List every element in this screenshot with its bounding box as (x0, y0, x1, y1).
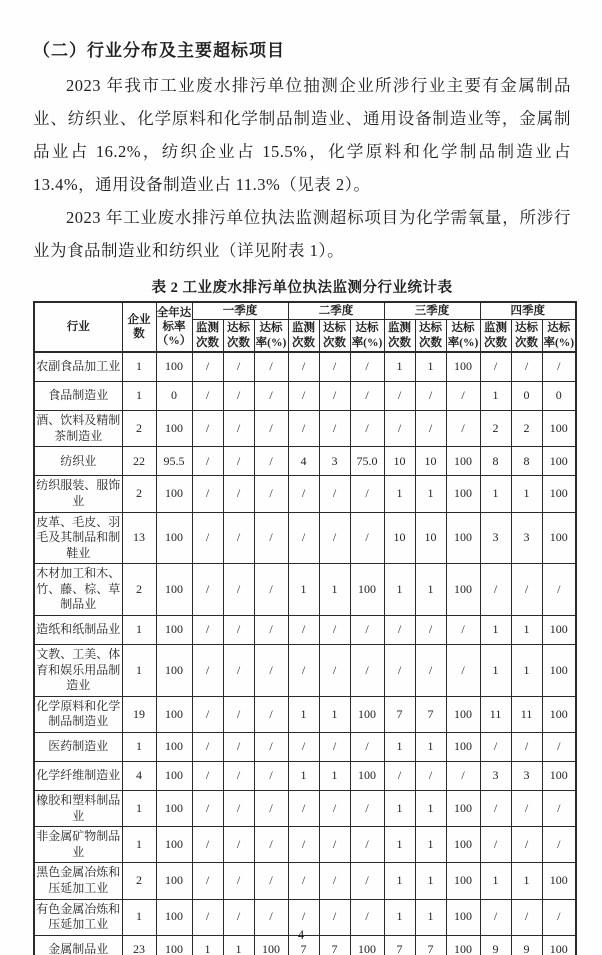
value-cell: 4 (288, 447, 319, 476)
value-cell: 7 (415, 696, 446, 732)
value-cell: 1 (384, 791, 415, 827)
value-cell: / (350, 352, 384, 382)
value-cell: / (192, 863, 223, 899)
value-cell: / (511, 827, 542, 863)
value-cell: 100 (156, 564, 192, 616)
value-cell: / (192, 791, 223, 827)
value-cell: 1 (122, 733, 156, 762)
value-cell: / (254, 352, 288, 382)
table-row (34, 616, 576, 645)
value-cell: / (254, 382, 288, 411)
paragraph-exceedance-items: 2023 年工业废水排污单位执法监测超标项目为化学需氧量，所涉行业为食品制造业和纺织业（详见附表 1）。 (33, 208, 571, 260)
value-cell: / (415, 411, 446, 447)
value-cell: 3 (480, 762, 511, 791)
header-q4-monitor-count: 监测次数 (480, 320, 511, 352)
table-row (34, 476, 576, 512)
value-cell: 23 (122, 935, 156, 955)
table-row (34, 645, 576, 697)
value-cell: 10 (384, 512, 415, 564)
value-cell: / (288, 382, 319, 411)
value-cell: 2 (122, 411, 156, 447)
value-cell: 75.0 (350, 447, 384, 476)
value-cell: / (350, 863, 384, 899)
section-heading: （二）行业分布及主要超标项目 (33, 41, 285, 60)
value-cell: / (288, 352, 319, 382)
value-cell: 10 (384, 447, 415, 476)
value-cell: 1 (122, 899, 156, 935)
value-cell: 100 (156, 696, 192, 732)
header-q3-pass-count: 达标次数 (415, 320, 446, 352)
value-cell: 1 (415, 791, 446, 827)
value-cell: / (223, 791, 254, 827)
value-cell: 10 (415, 447, 446, 476)
value-cell: 1 (415, 564, 446, 616)
value-cell: 7 (415, 935, 446, 955)
value-cell: 1 (192, 935, 223, 955)
value-cell: 1 (415, 352, 446, 382)
industry-cell: 黑色金属冶炼和压延加工业 (34, 863, 122, 899)
value-cell: 9 (511, 935, 542, 955)
value-cell: / (192, 645, 223, 697)
value-cell: / (223, 476, 254, 512)
value-cell: 1 (288, 696, 319, 732)
value-cell: 100 (156, 899, 192, 935)
table-row (34, 352, 576, 382)
industry-cell: 酒、饮料及精制茶制造业 (34, 411, 122, 447)
value-cell: 100 (446, 512, 480, 564)
value-cell: 0 (511, 382, 542, 411)
value-cell: / (511, 352, 542, 382)
value-cell: 1 (384, 352, 415, 382)
statistics-table (33, 301, 577, 955)
value-cell: 100 (156, 791, 192, 827)
header-q4-pass-count: 达标次数 (511, 320, 542, 352)
value-cell: 1 (384, 476, 415, 512)
value-cell: / (254, 762, 288, 791)
value-cell: 100 (350, 762, 384, 791)
value-cell: / (319, 791, 350, 827)
value-cell: / (254, 476, 288, 512)
value-cell: / (319, 352, 350, 382)
value-cell: 1 (319, 564, 350, 616)
value-cell: 1 (122, 827, 156, 863)
value-cell: 1 (415, 899, 446, 935)
header-quarter-1: 一季度 (192, 302, 288, 320)
header-q2-monitor-count: 监测次数 (288, 320, 319, 352)
value-cell: 9 (480, 935, 511, 955)
value-cell: / (254, 564, 288, 616)
value-cell: 100 (156, 935, 192, 955)
value-cell: / (288, 733, 319, 762)
value-cell: / (511, 899, 542, 935)
header-quarter-4: 四季度 (480, 302, 576, 320)
value-cell: / (254, 791, 288, 827)
value-cell: / (223, 899, 254, 935)
value-cell: / (350, 733, 384, 762)
value-cell: / (384, 411, 415, 447)
value-cell: 100 (542, 645, 576, 697)
value-cell: 100 (446, 899, 480, 935)
value-cell: 100 (446, 733, 480, 762)
value-cell: / (254, 512, 288, 564)
table-title: 表 2 工业废水排污单位执法监测分行业统计表 (151, 280, 453, 296)
table-row (34, 791, 576, 827)
value-cell: 100 (446, 863, 480, 899)
value-cell: 1 (415, 733, 446, 762)
industry-cell: 农副食品加工业 (34, 352, 122, 382)
industry-cell: 金属制品业 (34, 935, 122, 955)
value-cell: 100 (254, 935, 288, 955)
header-industry: 行业 (34, 302, 122, 352)
value-cell: 100 (156, 827, 192, 863)
value-cell: 2 (122, 564, 156, 616)
value-cell: / (319, 899, 350, 935)
value-cell: / (223, 382, 254, 411)
header-quarter-2: 二季度 (288, 302, 384, 320)
value-cell: 100 (542, 512, 576, 564)
value-cell: 1 (480, 616, 511, 645)
header-q3-monitor-count: 监测次数 (384, 320, 415, 352)
value-cell: / (542, 352, 576, 382)
value-cell: / (542, 827, 576, 863)
value-cell: 10 (415, 512, 446, 564)
value-cell: 1 (319, 762, 350, 791)
value-cell: 100 (542, 616, 576, 645)
value-cell: / (223, 733, 254, 762)
value-cell: 100 (156, 762, 192, 791)
value-cell: / (350, 616, 384, 645)
value-cell: / (350, 382, 384, 411)
value-cell: / (192, 564, 223, 616)
value-cell: / (192, 616, 223, 645)
value-cell: / (415, 762, 446, 791)
value-cell: 1 (288, 564, 319, 616)
value-cell: / (319, 616, 350, 645)
header-annual-rate: 全年达标率（%） (156, 302, 192, 352)
value-cell: / (288, 791, 319, 827)
value-cell: 1 (122, 352, 156, 382)
value-cell: 11 (511, 696, 542, 732)
value-cell: / (319, 863, 350, 899)
value-cell: / (511, 733, 542, 762)
value-cell: 100 (156, 645, 192, 697)
value-cell: / (480, 733, 511, 762)
value-cell: 3 (319, 447, 350, 476)
value-cell: / (223, 762, 254, 791)
table-row (34, 863, 576, 899)
value-cell: 1 (122, 645, 156, 697)
value-cell: / (223, 411, 254, 447)
value-cell: / (223, 827, 254, 863)
value-cell: / (254, 899, 288, 935)
value-cell: 1 (288, 762, 319, 791)
value-cell: 1 (415, 827, 446, 863)
value-cell: / (254, 447, 288, 476)
industry-cell: 皮革、毛皮、羽毛及其制品和制鞋业 (34, 512, 122, 564)
value-cell: / (319, 476, 350, 512)
value-cell: / (350, 827, 384, 863)
value-cell: 7 (319, 935, 350, 955)
value-cell: 100 (446, 564, 480, 616)
value-cell: / (288, 411, 319, 447)
value-cell: 4 (122, 762, 156, 791)
industry-cell: 化学纤维制造业 (34, 762, 122, 791)
value-cell: / (254, 696, 288, 732)
value-cell: / (223, 696, 254, 732)
value-cell: / (350, 411, 384, 447)
value-cell: / (254, 733, 288, 762)
value-cell: / (480, 564, 511, 616)
header-q1-pass-count: 达标次数 (223, 320, 254, 352)
value-cell: / (288, 512, 319, 564)
industry-cell: 造纸和纸制品业 (34, 616, 122, 645)
value-cell: / (319, 733, 350, 762)
value-cell: 100 (542, 476, 576, 512)
value-cell: / (415, 616, 446, 645)
value-cell: 0 (156, 382, 192, 411)
value-cell: / (288, 827, 319, 863)
value-cell: / (192, 762, 223, 791)
value-cell: 2 (122, 863, 156, 899)
value-cell: 100 (156, 512, 192, 564)
value-cell: 1 (480, 382, 511, 411)
value-cell: / (446, 645, 480, 697)
value-cell: 1 (511, 645, 542, 697)
value-cell: / (384, 762, 415, 791)
header-enterprise-count: 企业数 (122, 302, 156, 352)
value-cell: / (192, 447, 223, 476)
value-cell: 1 (511, 476, 542, 512)
table-row (34, 827, 576, 863)
value-cell: 100 (446, 696, 480, 732)
value-cell: 0 (542, 382, 576, 411)
value-cell: 100 (350, 564, 384, 616)
value-cell: / (319, 382, 350, 411)
industry-cell: 非金属矿物制品业 (34, 827, 122, 863)
value-cell: / (480, 827, 511, 863)
value-cell: 1 (511, 616, 542, 645)
value-cell: / (415, 645, 446, 697)
value-cell: 2 (122, 476, 156, 512)
table-row (34, 762, 576, 791)
value-cell: / (319, 827, 350, 863)
value-cell: / (384, 616, 415, 645)
table-row (34, 411, 576, 447)
value-cell: 2 (511, 411, 542, 447)
industry-cell: 纺织服装、服饰业 (34, 476, 122, 512)
industry-cell: 纺织业 (34, 447, 122, 476)
value-cell: 100 (350, 935, 384, 955)
value-cell: / (350, 899, 384, 935)
value-cell: 100 (542, 935, 576, 955)
value-cell: / (542, 564, 576, 616)
page-number: 4 (297, 928, 305, 942)
industry-cell: 有色金属冶炼和压延加工业 (34, 899, 122, 935)
value-cell: / (319, 512, 350, 564)
value-cell: 100 (446, 476, 480, 512)
industry-cell: 食品制造业 (34, 382, 122, 411)
value-cell: 1 (122, 616, 156, 645)
value-cell: 100 (156, 476, 192, 512)
value-cell: 7 (288, 935, 319, 955)
value-cell: 100 (156, 352, 192, 382)
value-cell: 100 (542, 863, 576, 899)
value-cell: / (350, 645, 384, 697)
value-cell: / (511, 564, 542, 616)
value-cell: 100 (542, 696, 576, 732)
header-q2-pass-rate: 达标率(%) (350, 320, 384, 352)
value-cell: 1 (122, 791, 156, 827)
value-cell: / (192, 476, 223, 512)
value-cell: / (542, 791, 576, 827)
value-cell: 1 (480, 476, 511, 512)
value-cell: / (254, 411, 288, 447)
value-cell: / (384, 645, 415, 697)
value-cell: 19 (122, 696, 156, 732)
value-cell: 95.5 (156, 447, 192, 476)
value-cell: 100 (542, 762, 576, 791)
value-cell: 22 (122, 447, 156, 476)
value-cell: / (192, 352, 223, 382)
value-cell: 100 (446, 827, 480, 863)
value-cell: 1 (415, 476, 446, 512)
value-cell: / (223, 645, 254, 697)
value-cell: 1 (384, 863, 415, 899)
value-cell: / (542, 899, 576, 935)
industry-cell: 橡胶和塑料制品业 (34, 791, 122, 827)
table-row (34, 512, 576, 564)
table-row (34, 696, 576, 732)
value-cell: 1 (415, 863, 446, 899)
value-cell: / (254, 645, 288, 697)
value-cell: / (254, 827, 288, 863)
value-cell: / (223, 863, 254, 899)
value-cell: 3 (511, 512, 542, 564)
header-q1-monitor-count: 监测次数 (192, 320, 223, 352)
value-cell: / (254, 863, 288, 899)
value-cell: / (480, 791, 511, 827)
value-cell: / (446, 411, 480, 447)
value-cell: 100 (156, 863, 192, 899)
value-cell: 100 (156, 616, 192, 645)
value-cell: / (288, 616, 319, 645)
value-cell: / (223, 447, 254, 476)
paragraph-industry-distribution: 2023 年我市工业废水排污单位抽测企业所涉行业主要有金属制品业、纺织业、化学原料和化学制品制造业、通用设备制造业等，金属制品业占 16.2%，纺织企业占 15.5%，化学原料和化学制品制造业占 13.4%，通用设备制造业占 11.3%（见表 2）。 (33, 76, 571, 194)
value-cell: / (192, 411, 223, 447)
industry-cell: 木材加工和木、竹、藤、棕、草制品业 (34, 564, 122, 616)
value-cell: 3 (480, 512, 511, 564)
value-cell: / (192, 827, 223, 863)
table-body (34, 352, 576, 955)
value-cell: 13 (122, 512, 156, 564)
value-cell: 1 (319, 696, 350, 732)
value-cell: 1 (384, 827, 415, 863)
table-row (34, 733, 576, 762)
header-q1-pass-rate: 达标率(%) (254, 320, 288, 352)
value-cell: / (446, 762, 480, 791)
value-cell: / (288, 645, 319, 697)
value-cell: 100 (350, 696, 384, 732)
value-cell: / (480, 352, 511, 382)
value-cell: / (480, 899, 511, 935)
value-cell: / (319, 411, 350, 447)
value-cell: / (511, 791, 542, 827)
value-cell: 100 (446, 791, 480, 827)
value-cell: 100 (446, 447, 480, 476)
value-cell: / (350, 476, 384, 512)
value-cell: / (192, 733, 223, 762)
value-cell: / (288, 899, 319, 935)
value-cell: 1 (122, 382, 156, 411)
value-cell: 1 (480, 645, 511, 697)
value-cell: / (254, 616, 288, 645)
value-cell: 1 (480, 863, 511, 899)
value-cell: / (223, 616, 254, 645)
value-cell: / (319, 645, 350, 697)
value-cell: / (223, 512, 254, 564)
value-cell: / (350, 791, 384, 827)
value-cell: 1 (384, 564, 415, 616)
value-cell: / (288, 863, 319, 899)
value-cell: 3 (511, 762, 542, 791)
value-cell: / (192, 382, 223, 411)
value-cell: / (192, 899, 223, 935)
value-cell: / (350, 512, 384, 564)
value-cell: 100 (542, 447, 576, 476)
value-cell: / (223, 564, 254, 616)
table-row (34, 447, 576, 476)
table-header (34, 302, 576, 352)
value-cell: 100 (542, 411, 576, 447)
value-cell: 100 (446, 352, 480, 382)
value-cell: 100 (446, 935, 480, 955)
value-cell: / (446, 616, 480, 645)
industry-cell: 文教、工美、体育和娱乐用品制造业 (34, 645, 122, 697)
value-cell: / (223, 352, 254, 382)
value-cell: 1 (511, 863, 542, 899)
value-cell: / (415, 382, 446, 411)
value-cell: 11 (480, 696, 511, 732)
value-cell: / (542, 733, 576, 762)
table-row (34, 382, 576, 411)
value-cell: / (384, 382, 415, 411)
value-cell: / (192, 512, 223, 564)
value-cell: 8 (480, 447, 511, 476)
value-cell: 1 (384, 899, 415, 935)
value-cell: 1 (384, 733, 415, 762)
industry-cell: 化学原料和化学制品制造业 (34, 696, 122, 732)
value-cell: 8 (511, 447, 542, 476)
value-cell: 7 (384, 935, 415, 955)
value-cell: 100 (156, 733, 192, 762)
industry-cell: 医药制造业 (34, 733, 122, 762)
header-quarter-3: 三季度 (384, 302, 480, 320)
value-cell: 2 (480, 411, 511, 447)
header-q3-pass-rate: 达标率(%) (446, 320, 480, 352)
value-cell: 7 (384, 696, 415, 732)
value-cell: 100 (156, 411, 192, 447)
header-q4-pass-rate: 达标率(%) (542, 320, 576, 352)
table-row (34, 564, 576, 616)
value-cell: / (446, 382, 480, 411)
value-cell: 1 (223, 935, 254, 955)
header-q2-pass-count: 达标次数 (319, 320, 350, 352)
value-cell: / (288, 476, 319, 512)
value-cell: / (192, 696, 223, 732)
